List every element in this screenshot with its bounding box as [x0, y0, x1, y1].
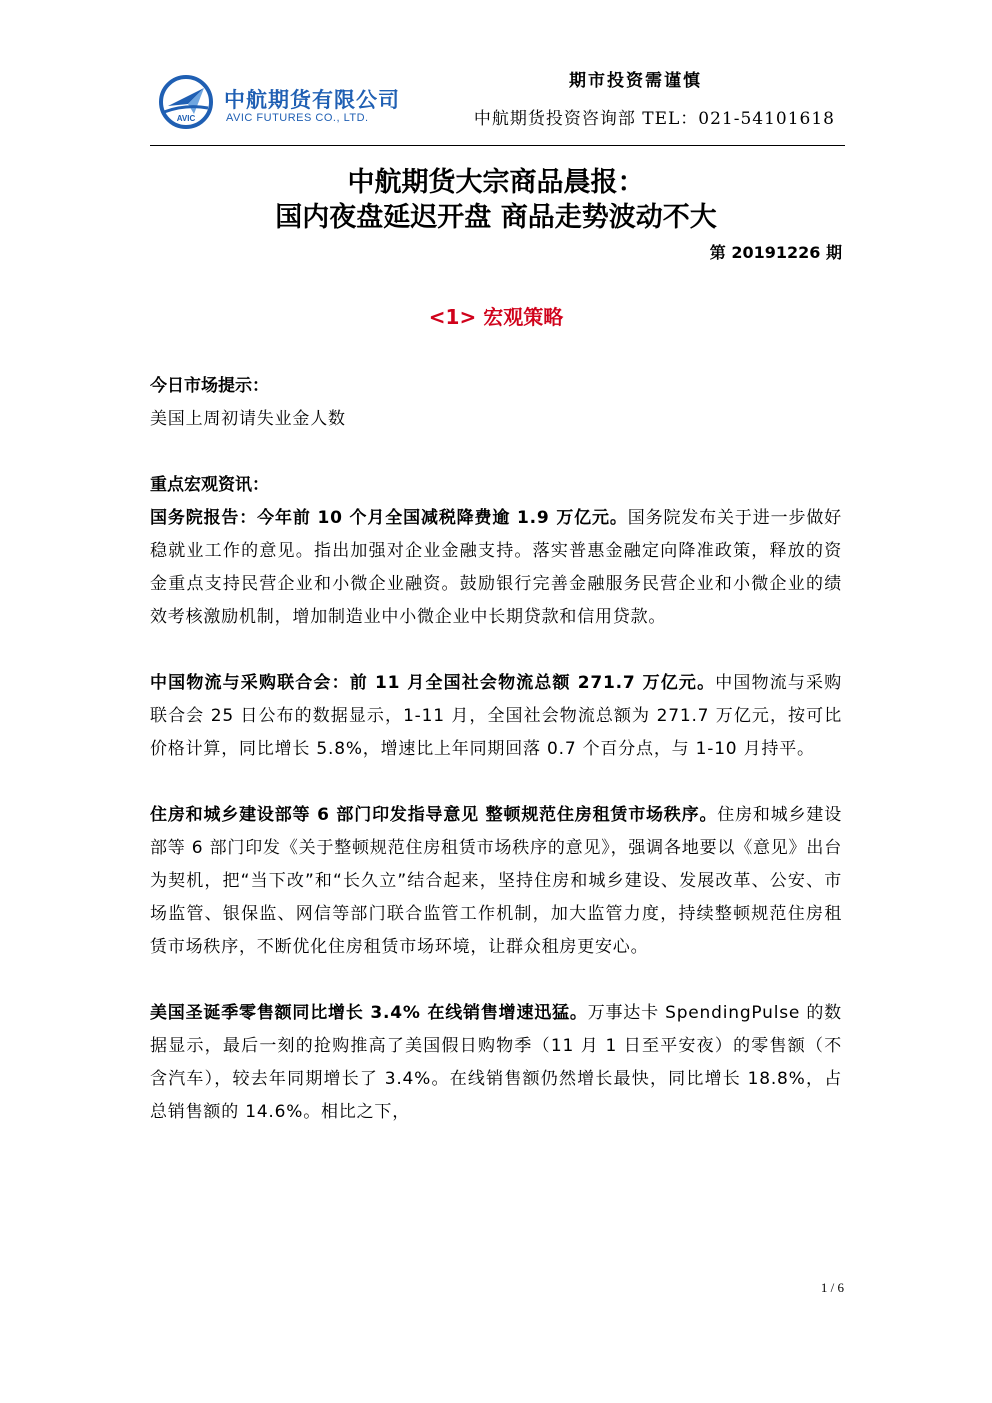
news-item — [150, 502, 842, 634]
news-item-body: 住房和城乡建设部等 6 部门印发《关于整顿规范住房租赁市场秩序的意见》，强调各地要以《意见》出台为契机，把“当下改”和“长久立”结合起来，坚持住房和城乡建设、发展改革、公安、市场监管、银保监、网信等部门联合监管工作机制，加大监管力度，持续整顿规范住房租赁市场秩序，不断优化住房租赁市场环境，让群众租房更安心。 — [150, 805, 842, 957]
page-header — [150, 40, 845, 146]
report-subtitle: 国内夜盘延迟开盘 商品走势波动不大 — [275, 202, 717, 233]
news-item-body: 万事达卡 SpendingPulse 的数据显示，最后一刻的抢购推高了美国假日购物季（11 月 1 日至平安夜）的零售额（不含汽车），较去年同期增长了 3.4%。在线销售额仍然增长最快，同比增长 18.8%，占总销售额的 14.6%。相比之下， — [150, 1003, 842, 1122]
header-slogan: 期市投资需谨慎 — [569, 71, 702, 91]
section-title: <1> 宏观策略 — [428, 305, 564, 329]
report-body — [150, 370, 842, 1129]
page-number: 1 / 6 — [820, 1280, 844, 1295]
news-item-headline: 国务院报告：今年前 10 个月全国减税降费逾 1.9 万亿元。 — [150, 508, 628, 528]
news-item-body: 中国物流与采购联合会 25 日公布的数据显示，1-11 月，全国社会物流总额为 271.7 万亿元，按可比价格计算，同比增长 5.8%，增速比上年同期回落 0.7 个百分点，与 1-10 月持平。 — [150, 673, 842, 759]
news-item-headline: 住房和城乡建设部等 6 部门印发指导意见 整顿规范住房租赁市场秩序。 — [150, 805, 718, 825]
company-name-cn: 中航期货有限公司 — [224, 88, 400, 112]
market-tips-text: 美国上周初请失业金人数 — [150, 409, 346, 429]
report-title: 中航期货大宗商品晨报： — [347, 167, 645, 198]
news-item-body: 国务院发布关于进一步做好稳就业工作的意见。指出加强对企业金融支持。落实普惠金融定向降准政策，释放的资金重点支持民营企业和小微企业融资。鼓励银行完善金融服务民营企业和小微企业的绩效考核激励机制，增加制造业中小微企业中长期贷款和信用贷款。 — [150, 508, 842, 627]
header-contact: 中航期货投资咨询部 TEL：021-54101618 — [473, 109, 835, 129]
news-item-headline: 中国物流与采购联合会：前 11 月全国社会物流总额 271.7 万亿元。 — [150, 673, 716, 693]
avic-logo-icon — [158, 74, 214, 130]
macro-news-heading: 重点宏观资讯： — [150, 475, 269, 495]
issue-number: 第 20191226 期 — [709, 243, 842, 262]
news-item — [150, 667, 842, 766]
header-divider — [150, 145, 845, 146]
news-item — [150, 997, 842, 1129]
market-tips-heading: 今日市场提示： — [150, 376, 269, 396]
news-item-headline: 美国圣诞季零售额同比增长 3.4% 在线销售增速迅猛。 — [150, 1003, 588, 1023]
company-name-en: AVIC FUTURES CO., LTD. — [226, 112, 369, 124]
news-item — [150, 799, 842, 964]
logo-text: AVIC — [176, 114, 196, 123]
